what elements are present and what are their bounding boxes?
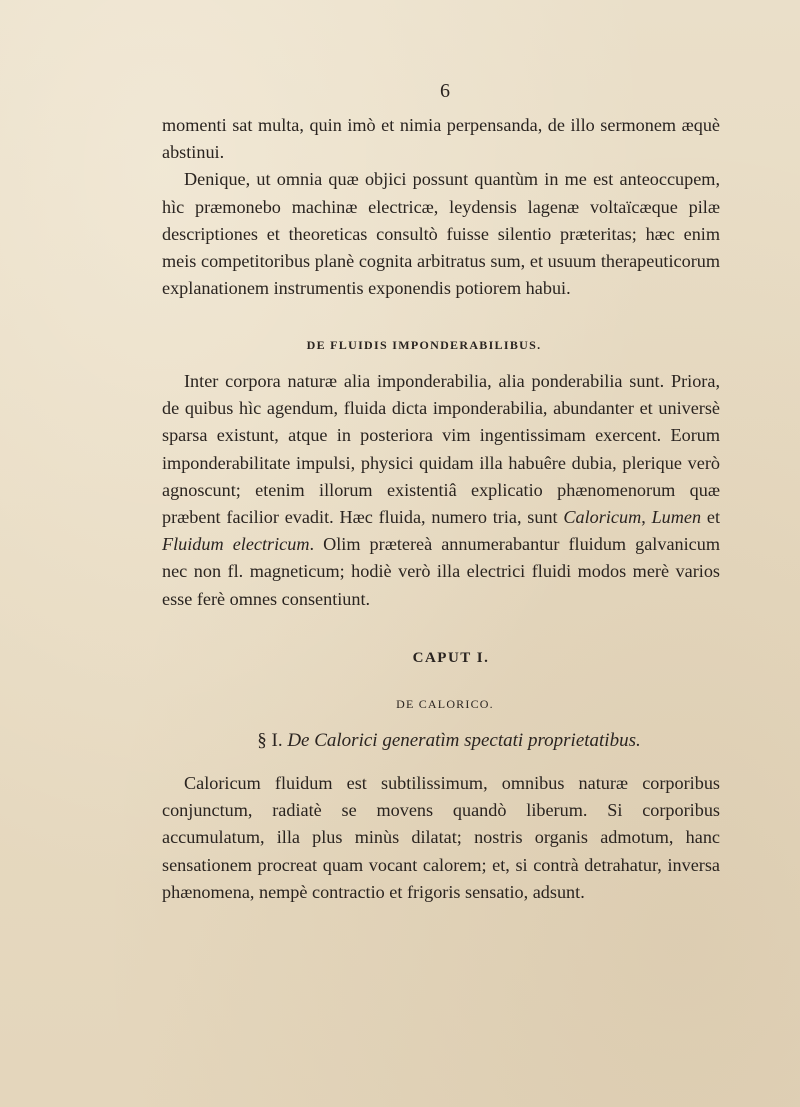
paragraph-text: Inter corpora naturæ alia imponderabilia, alia ponderabilia sunt. Priora, de quibus hìc agendum, fluida dicta imponderabilia, abundanter et universè sparsa existunt, atque in posteriora vim ingentissimam exercent. Eorum imponderabilitate impulsi, physici quidam illa habuêre dubia, plerique verò agnoscunt; etenim illorum existentiâ explicatio phænomenorum quæ præbent facilior evadit. Hæc fluida, numero tria, sunt	[162, 371, 720, 528]
page-number: 6	[440, 80, 450, 102]
text-block-fluidis	[162, 368, 720, 613]
heading-de-fluidis: DE FLUIDIS IMPONDERABILIBUS.	[306, 338, 542, 352]
text-block-intro	[162, 112, 720, 302]
paragraph-continuation: momenti sat multa, quin imò et nimia perpensanda, de illo sermonem æquè abstinui.	[162, 115, 720, 163]
paragraph-caloricum: Caloricum fluidum est subtilissimum, omnibus naturæ corporibus conjunctum, radiatè se movens quandò liberum. Si corporibus accumulatum, illa plus minùs dilatat; nostris organis admotum, hanc sensationem procreat quam vocant calorem; et, si contrà detrahatur, inversa phænomena, nempè contractio et frigoris sensatio, adsunt.	[162, 773, 720, 902]
heading-de-calorico: DE CALORICO.	[396, 697, 494, 711]
term-caloricum: Caloricum	[563, 507, 642, 528]
section-title	[170, 730, 728, 752]
term-fluidum-electricum: Fluidum electricum	[162, 534, 310, 555]
paragraph-text-end: . Olim prætereà annumerabantur fluidum galvanicum nec non fl. magneticum; hodiè verò illa electrici fluidi modos merè varios esse ferè omnes consentiunt.	[162, 534, 720, 609]
paragraph-inter-corpora	[162, 368, 720, 613]
section-title-text: De Calorici generatìm spectati proprietatibus.	[287, 730, 641, 751]
section-symbol: § I.	[257, 730, 283, 751]
text-block-caloricum	[162, 770, 720, 906]
term-conjunction: et	[706, 507, 721, 528]
paragraph-denique: Denique, ut omnia quæ objici possunt quantùm in me est anteoccupem, hìc præmonebo machinæ electricæ, leydensis lagenæ voltaïcæque pilæ descriptiones et theoreticas consultò fuisse silentio præteritas; hæc enim meis competitoribus planè cognita arbitratus sum, et usuum therapeuticorum explanationem instrumentis exponendis potiorem habui.	[162, 169, 720, 299]
term-separator: ,	[641, 507, 646, 528]
term-lumen: Lumen	[651, 507, 702, 528]
heading-caput: CAPUT I.	[412, 650, 490, 666]
